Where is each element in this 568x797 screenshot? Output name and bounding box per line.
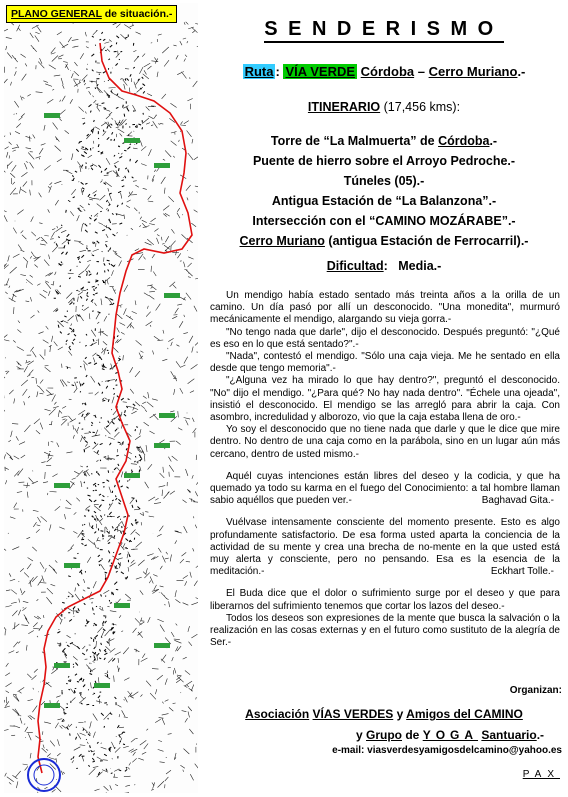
stop-6 <box>206 234 562 248</box>
story-paragraph: "No tengo nada que darle", dijo el desconocido. Después preguntó: "¿Qué es eso en lo que está sentado?".- <box>210 326 560 350</box>
green-place-label <box>94 683 110 688</box>
map-drawing <box>4 3 198 793</box>
story-paragraph: "Nada", contestó el mendigo. "Sólo una caja vieja. Me he sentado en ella desde que tengo memoria".- <box>210 351 560 375</box>
green-place-label <box>154 443 170 448</box>
green-place-label <box>164 293 180 298</box>
organizers-group <box>356 728 544 742</box>
email-address[interactable]: viasverdesyamigosdelcamino@yahoo.es <box>367 745 562 756</box>
grupo-word: Grupo <box>366 728 403 742</box>
story-text <box>210 290 560 649</box>
green-place-label <box>124 138 140 143</box>
quote-paragraph: Todos los deseos son expresiones de la mente que busca la salvación o la realización en las cosas externas y en el futuro como sustituto de la alegría de Ser.- <box>210 612 560 649</box>
quote-author: Eckhart Tolle.- <box>490 566 554 578</box>
assoc-word: Asociación <box>245 707 310 721</box>
stop-3: Túneles (05).- <box>343 174 425 188</box>
difficulty-label: Dificultad <box>326 259 384 273</box>
difficulty-colon: : <box>383 259 388 273</box>
green-place-label <box>44 113 60 118</box>
route-colon: : <box>275 64 280 79</box>
route-name-part1: VÍA VERDE <box>285 64 356 79</box>
title-text: SENDERISMO <box>264 18 503 43</box>
story-paragraph: "¿Alguna vez ha mirado lo que hay dentro?", preguntó el desconocido. "No" dijo el mendigo. "¿Para qué? No hay nada dentro". "Échele una ojeada", insistió el desconocido. El mendigo se las arregló para abrir la caja. Con asombro, incredulidad y alborozo, vio que la caja estaba llena de oro.- <box>210 375 560 424</box>
story-paragraph: Un mendigo había estado sentado más treinta años a la orilla de un camino. Un día pasó por allí un desconocido. "Una monedita", murmuró mecánicamente el mendigo, alargando su vieja gorra.- <box>210 290 560 326</box>
email-line <box>332 745 562 756</box>
quote-paragraph: El Buda dice que el dolor o sufrimiento surge por el deseo y que para liberarnos del sufrimiento tenemos que cortar los lazos del deseo.- <box>210 588 560 612</box>
map-green-labels <box>44 113 180 708</box>
route-dash: – <box>414 64 429 79</box>
green-place-label <box>159 413 175 418</box>
stop-1-place: Córdoba <box>438 134 490 148</box>
route-line-heading <box>206 64 562 79</box>
stop-1-pre: Torre de “La Malmuerta” de <box>270 134 439 148</box>
terrain-lines <box>4 20 198 793</box>
stop-2: Puente de hierro sobre el Arroyo Pedroche.- <box>252 154 516 168</box>
itinerary-label: ITINERARIO <box>307 100 381 114</box>
grupo-santuario: Santuario <box>481 728 537 742</box>
quote-paragraph <box>210 471 560 508</box>
quote-paragraph <box>210 517 560 578</box>
route-label: Ruta <box>244 64 274 79</box>
grupo-tail: .- <box>536 728 545 742</box>
quote-author: Baghavad Gita.- <box>481 495 554 507</box>
stop-5: Intersección con el “CAMINO MOZÁRABE”.- <box>252 214 516 228</box>
green-place-label <box>64 563 80 568</box>
itinerary-distance: (17,456 kms): <box>383 100 461 114</box>
stop-6-place: Cerro Muriano <box>239 234 325 248</box>
organizers-heading: Organizan: <box>509 685 562 696</box>
email-label: e-mail: <box>332 745 368 756</box>
situation-map <box>4 3 198 793</box>
itinerary-heading <box>206 100 562 114</box>
green-place-label <box>124 473 140 478</box>
stop-1-post: .- <box>489 134 498 148</box>
pax-signoff: PAX <box>522 769 560 780</box>
grupo-and: y <box>356 728 367 742</box>
text-column <box>206 0 562 797</box>
map-label-prefix: PLANO GENERAL <box>11 8 102 20</box>
route-tail: .- <box>517 64 526 79</box>
quote-text: Aquél cuyas intenciones están libres del deseo y la codicia, y que ha quemado ya todo su karma en el fuego del Conocimiento: a tal hombre llaman sabio aquéllos que pueden ver.- <box>210 470 560 507</box>
page-title <box>206 18 562 41</box>
map-label-suffix: de situación.- <box>101 8 173 20</box>
route-name-part2: Córdoba <box>360 64 415 79</box>
stop-1 <box>206 134 562 148</box>
assoc-and: y <box>393 707 407 721</box>
route-name-part3: Cerro Muriano <box>428 64 518 79</box>
quote-text: Vuélvase intensamente consciente del momento presente. Esto es algo profundamente satisfactorio. De esa forma usted aparta la conciencia de la actividad de su mente y crea una brecha de no-mente en la que usted está muy alerta y consciente, pero no pensando. Esa es la esencia de la meditación.- <box>210 517 560 578</box>
grupo-yoga: YOGA <box>422 728 479 742</box>
assoc-amigos: Amigos del CAMINO <box>406 707 523 721</box>
stop-6-post: (antigua Estación de Ferrocarril).- <box>324 234 529 248</box>
grupo-de: de <box>402 728 423 742</box>
green-place-label <box>154 163 170 168</box>
organizers-association <box>206 707 562 721</box>
assoc-vias-verdes: VÍAS VERDES <box>312 707 394 721</box>
green-place-label <box>54 483 70 488</box>
story-paragraph: Yo soy el desconocido que no tiene nada que darle y que le dice que mire dentro. No dentro de una caja como en la parábola, sino en un lugar aún más cercano, dentro de usted mismo.- <box>210 424 560 460</box>
blue-stamp <box>28 759 60 791</box>
green-place-label <box>44 703 60 708</box>
green-place-label <box>54 663 70 668</box>
map-title-label <box>6 5 177 23</box>
map-terrain-texture <box>4 20 198 793</box>
stop-4: Antigua Estación de “La Balanzona”.- <box>271 194 497 208</box>
difficulty-line <box>206 259 562 273</box>
green-place-label <box>154 643 170 648</box>
difficulty-value: Media.- <box>398 259 442 273</box>
green-place-label <box>114 603 130 608</box>
